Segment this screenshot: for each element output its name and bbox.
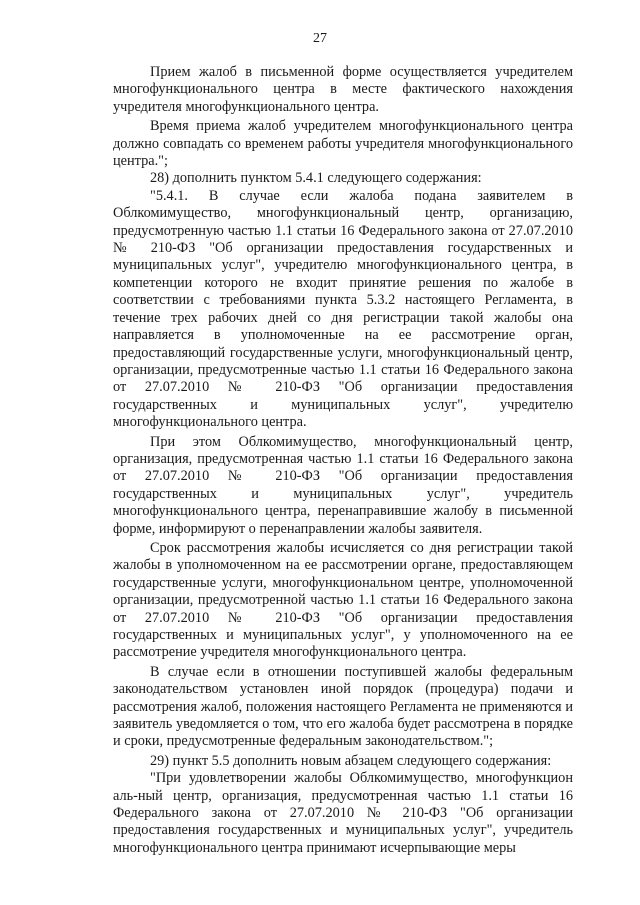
page-number: 27 [313, 31, 327, 46]
paragraph-review-period: Срок рассмотрения жалобы исчисляется со дня регистрации такой жалобы в уполномоченном на ее рассмотрении органе, предоставляющем государственные услуги, многофункциональном центре, уполномоченной организации, предусмотренной частью 1.1 статьи 16 Федерального закона от 27.07.2010 № 210-ФЗ "Об организации предоставления государственных и муниципальных услуг", у уполномоченного на ее рассмотрение учредителя многофункционального центра. [113, 539, 573, 661]
paragraph-reception-time: Время приема жалоб учредителем многофункционального центра должно совпадать со временем работы учредителя многофункционального центра."; [113, 118, 573, 170]
paragraph-redirect-notice: При этом Облкомимущество, многофункциональный центр, организация, предусмотренная частью 1.1 статьи 16 Федерального закона от 27.07.2010 № 210-ФЗ "Об организации предоставления государственных и муниципальных услуг", учредитель многофункционального центра, перенаправившие жалобу в письменной форме, информируют о перенаправлении жалобы заявителя. [113, 433, 573, 537]
paragraph-item-28: 28) дополнить пунктом 5.4.1 следующего содержания: [150, 170, 482, 187]
paragraph-clause-5-4-1: "5.4.1. В случае если жалоба подана заявителем в Облкомимущество, многофункциональный центр, организацию, предусмотренную частью 1.1 статьи 16 Федерального закона от 27.07.2010 № 210-ФЗ "Об организации предоставления государственных и муниципальных услуг", учредителю многофункционального центра, в компетенции которого не входит принятие решения по жалобе в соответствии с требованиями пункта 5.3.2 настоящего Регламента, в течение трех рабочих дней со дня регистрации такой жалобы она направляется в уполномоченные на ее рассмотрение орган, предоставляющий государственные услуги, многофункциональный центр, организации, предусмотренные частью 1.1 статьи 16 Федерального закона от 27.07.2010 № 210-ФЗ "Об организации предоставления государственных и муниципальных услуг", учредителю многофункционального центра. [113, 187, 573, 431]
paragraph-item-29: 29) пункт 5.5 дополнить новым абзацем следующего содержания: [150, 752, 552, 769]
paragraph-complaint-satisfaction: "При удовлетворении жалобы Облкомимущество, многофункцион аль-ный центр, организация, предусмотренная частью 1.1 статьи 16 Федерального закона от 27.07.2010 № 210-ФЗ "Об организации предоставления государственных и муниципальных услуг", учредитель многофункционального центра принимают исчерпывающие меры [113, 770, 573, 856]
document-body [113, 64, 573, 857]
paragraph-federal-procedure: В случае если в отношении поступившей жалобы федеральным законодательством установлен иной порядок (процедура) подачи и рассмотрения жалоб, положения настоящего Регламента не применяются и заявитель уведомляется о том, что его жалоба будет рассмотрена в порядке и сроки, предусмотренные федеральным законодательством."; [113, 663, 573, 750]
paragraph-complaint-reception: Прием жалоб в письменной форме осуществляется учредителем многофункционального центра в месте фактического нахождения учредителя многофункционального центра. [113, 64, 573, 115]
